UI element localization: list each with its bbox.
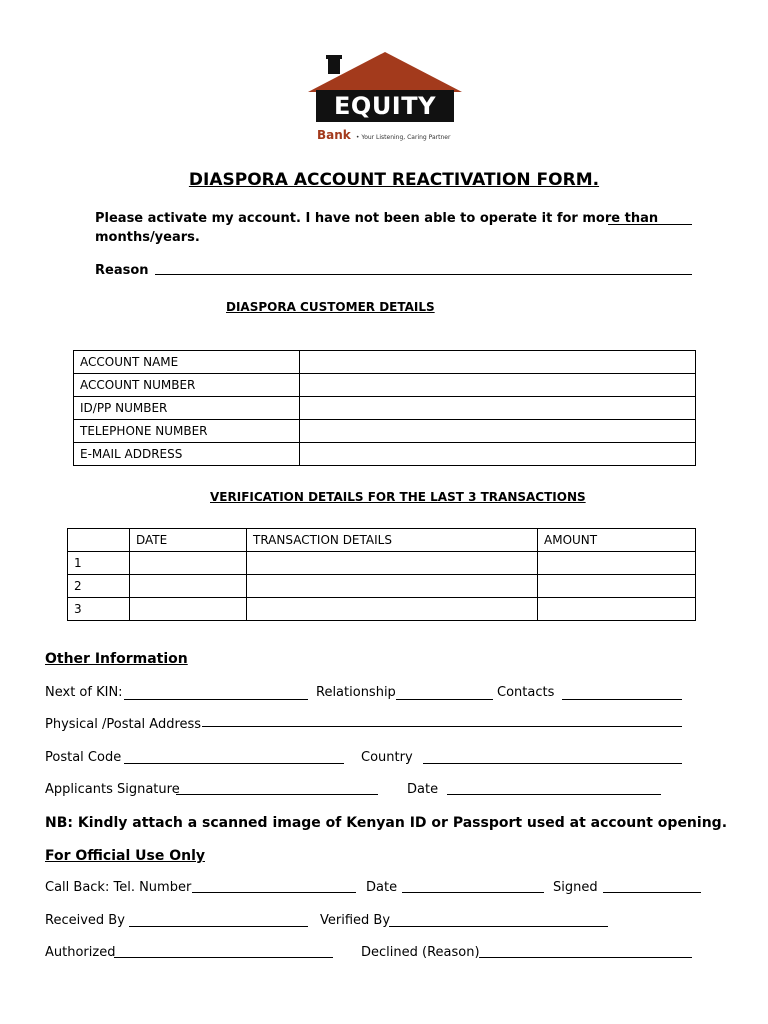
email-address-field[interactable] bbox=[300, 443, 696, 466]
details-cell[interactable] bbox=[247, 575, 538, 598]
received-by-label: Received By bbox=[45, 913, 125, 928]
table-row bbox=[74, 420, 696, 443]
customer-details-table bbox=[73, 350, 696, 466]
verification-table bbox=[67, 528, 696, 621]
postal-address-label: Physical /Postal Address bbox=[45, 717, 202, 732]
logo-bank-text: Bank bbox=[317, 128, 351, 142]
next-of-kin-input-line[interactable] bbox=[124, 699, 308, 700]
applicant-date-label: Date bbox=[407, 782, 439, 797]
declined-reason-input-line[interactable] bbox=[479, 957, 692, 958]
relationship-label: Relationship bbox=[316, 685, 396, 700]
applicant-signature-label: Applicants Signature bbox=[45, 782, 180, 797]
call-back-input-line[interactable] bbox=[192, 892, 356, 893]
reason-label: Reason bbox=[95, 263, 149, 278]
other-information-heading: Other Information bbox=[45, 651, 188, 667]
table-row bbox=[68, 575, 696, 598]
table-row bbox=[68, 598, 696, 621]
date-cell[interactable] bbox=[130, 552, 247, 575]
equity-bank-logo bbox=[306, 50, 464, 142]
account-name-field[interactable] bbox=[300, 351, 696, 374]
contacts-label: Contacts bbox=[497, 685, 555, 700]
column-header-number bbox=[68, 529, 130, 552]
authorized-label: Authorized bbox=[45, 945, 116, 960]
details-cell[interactable] bbox=[247, 552, 538, 575]
official-date-input-line[interactable] bbox=[402, 892, 544, 893]
column-header-details: TRANSACTION DETAILS bbox=[247, 529, 538, 552]
table-row bbox=[74, 351, 696, 374]
declined-reason-label: Declined (Reason) bbox=[361, 945, 480, 960]
row-label: E-MAIL ADDRESS bbox=[74, 443, 300, 466]
months-input-line[interactable] bbox=[608, 224, 692, 225]
row-number: 3 bbox=[68, 598, 130, 621]
column-header-date: DATE bbox=[130, 529, 247, 552]
postal-code-label: Postal Code bbox=[45, 750, 122, 765]
row-label: ID/PP NUMBER bbox=[74, 397, 300, 420]
postal-code-input-line[interactable] bbox=[124, 763, 344, 764]
verified-by-label: Verified By bbox=[320, 913, 391, 928]
amount-cell[interactable] bbox=[538, 598, 696, 621]
amount-cell[interactable] bbox=[538, 575, 696, 598]
activation-statement-line1: Please activate my account. I have not been able to operate it for more than bbox=[95, 211, 659, 226]
verification-heading: VERIFICATION DETAILS FOR THE LAST 3 TRANSACTIONS bbox=[210, 490, 586, 504]
authorized-input-line[interactable] bbox=[114, 957, 333, 958]
contacts-input-line[interactable] bbox=[562, 699, 682, 700]
table-row bbox=[74, 374, 696, 397]
amount-cell[interactable] bbox=[538, 552, 696, 575]
applicant-signature-input-line[interactable] bbox=[176, 794, 378, 795]
official-use-heading: For Official Use Only bbox=[45, 848, 205, 864]
id-pp-number-field[interactable] bbox=[300, 397, 696, 420]
next-of-kin-label: Next of KIN: bbox=[45, 685, 123, 700]
country-label: Country bbox=[361, 750, 413, 765]
reason-input-line[interactable] bbox=[155, 274, 692, 275]
relationship-input-line[interactable] bbox=[396, 699, 493, 700]
table-row bbox=[74, 443, 696, 466]
official-date-label: Date bbox=[366, 880, 398, 895]
date-cell[interactable] bbox=[130, 575, 247, 598]
date-cell[interactable] bbox=[130, 598, 247, 621]
country-input-line[interactable] bbox=[423, 763, 682, 764]
attachment-note: NB: Kindly attach a scanned image of Kenyan ID or Passport used at account opening. bbox=[45, 815, 728, 831]
telephone-number-field[interactable] bbox=[300, 420, 696, 443]
signed-input-line[interactable] bbox=[603, 892, 701, 893]
applicant-date-input-line[interactable] bbox=[447, 794, 661, 795]
signed-label: Signed bbox=[553, 880, 598, 895]
row-label: ACCOUNT NUMBER bbox=[74, 374, 300, 397]
table-row bbox=[74, 397, 696, 420]
received-by-input-line[interactable] bbox=[129, 926, 308, 927]
form-title: DIASPORA ACCOUNT REACTIVATION FORM. bbox=[188, 170, 600, 190]
row-number: 1 bbox=[68, 552, 130, 575]
activation-statement-line2: months/years. bbox=[95, 230, 200, 245]
logo-tagline: • Your Listening, Caring Partner bbox=[355, 134, 451, 141]
customer-details-heading: DIASPORA CUSTOMER DETAILS bbox=[226, 300, 435, 314]
table-row bbox=[68, 552, 696, 575]
account-number-field[interactable] bbox=[300, 374, 696, 397]
row-number: 2 bbox=[68, 575, 130, 598]
row-label: ACCOUNT NAME bbox=[74, 351, 300, 374]
details-cell[interactable] bbox=[247, 598, 538, 621]
logo-brand-text: EQUITY bbox=[334, 92, 436, 120]
row-label: TELEPHONE NUMBER bbox=[74, 420, 300, 443]
column-header-amount: AMOUNT bbox=[538, 529, 696, 552]
table-header-row bbox=[68, 529, 696, 552]
verified-by-input-line[interactable] bbox=[389, 926, 608, 927]
call-back-label: Call Back: Tel. Number bbox=[45, 880, 192, 895]
postal-address-input-line[interactable] bbox=[202, 726, 682, 727]
